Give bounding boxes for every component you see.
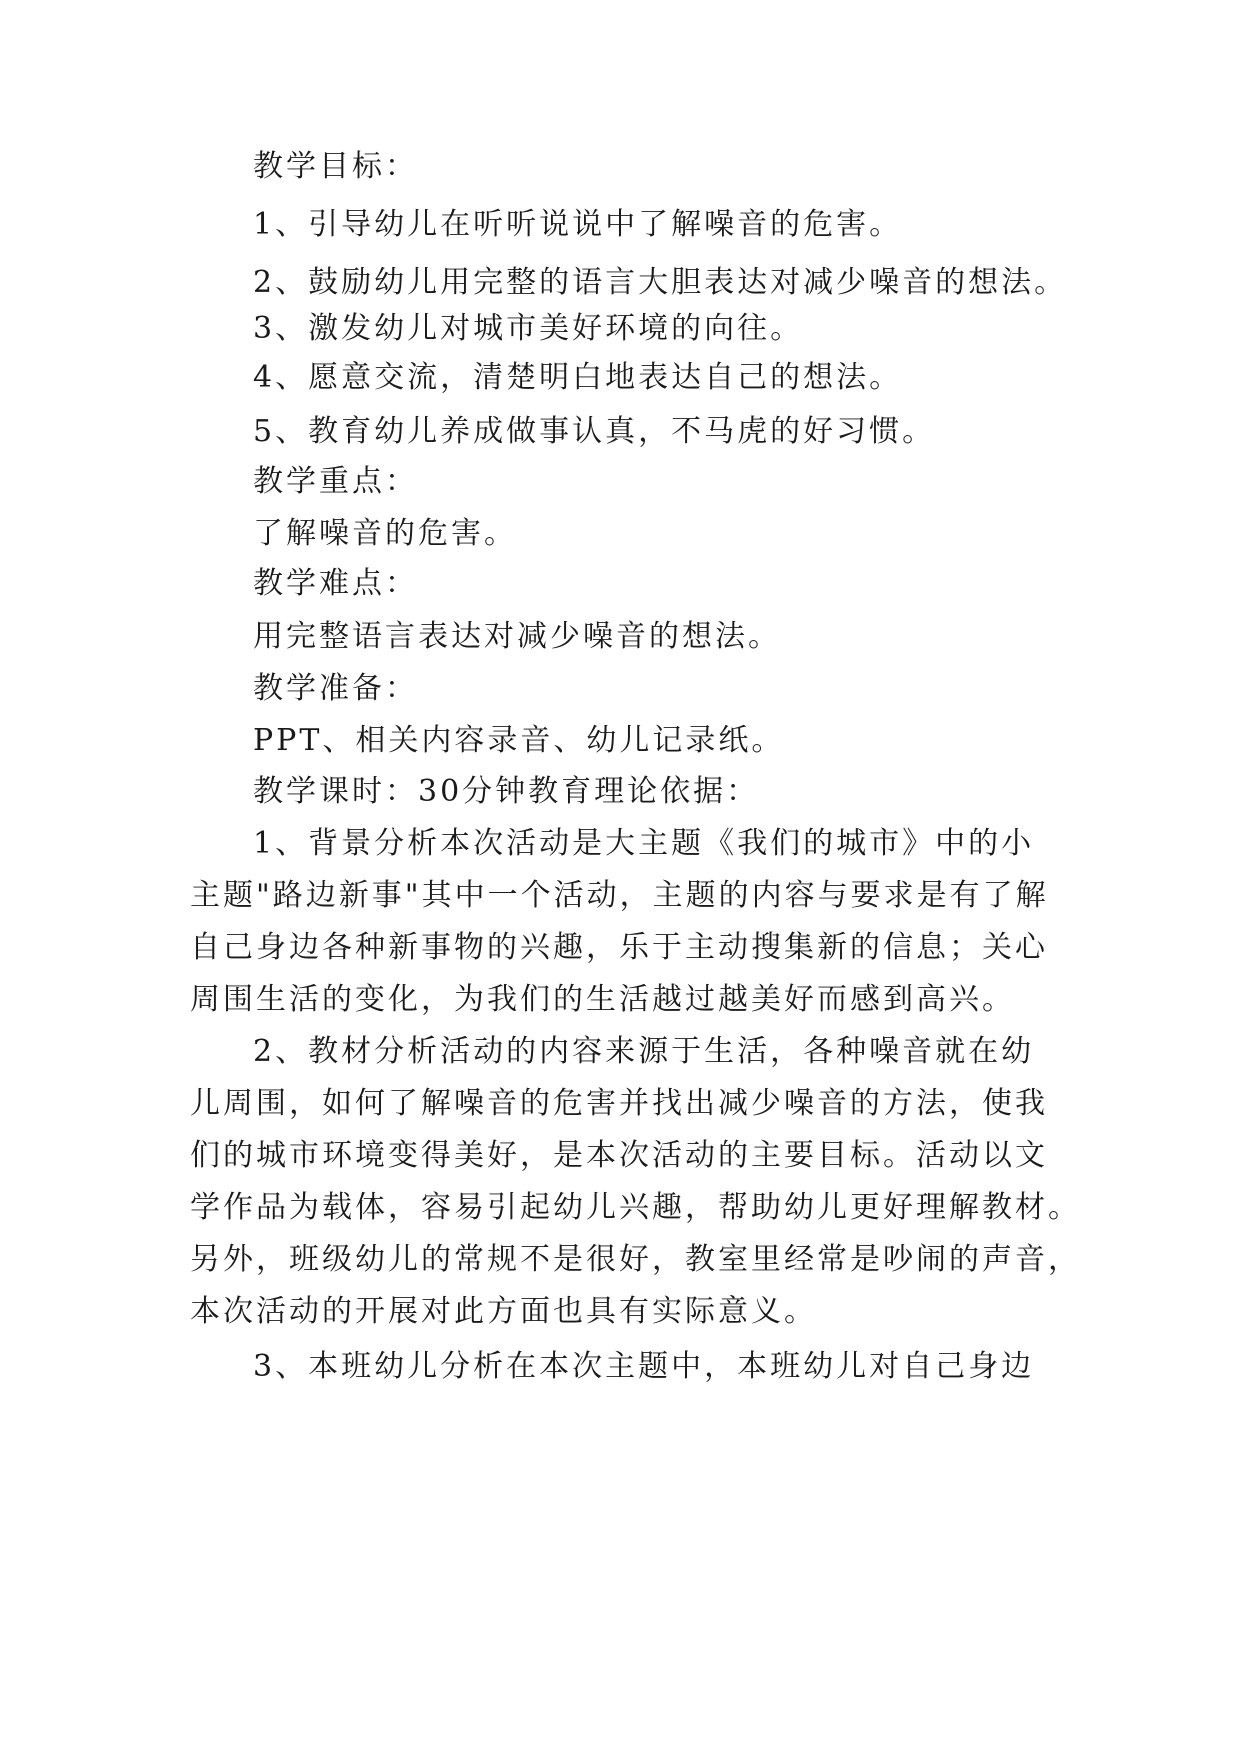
heading-teaching-goals: 教学目标：	[253, 149, 418, 184]
goal-item-4: 4、愿意交流，清楚明白地表达自己的想法。	[253, 360, 903, 395]
para-material-line-4: 学作品为载体，容易引起幼儿兴趣，帮助幼儿更好理解教材。	[190, 1190, 1081, 1225]
para-material-line-6: 本次活动的开展对此方面也具有实际意义。	[190, 1294, 817, 1329]
key-point-text: 了解噪音的危害。	[253, 516, 517, 551]
para-material-line-5: 另外，班级幼儿的常规不是很好，教室里经常是吵闹的声音，	[190, 1242, 1081, 1277]
heading-difficulties: 教学难点：	[253, 566, 418, 601]
goal-item-2: 2、鼓励幼儿用完整的语言大胆表达对减少噪音的想法。	[253, 265, 1068, 300]
para-background-line-3: 自己身边各种新事物的兴趣，乐于主动搜集新的信息；关心	[190, 930, 1048, 965]
goal-item-1: 1、引导幼儿在听听说说中了解噪音的危害。	[253, 207, 903, 242]
para-class-analysis-line-1: 3、本班幼儿分析在本次主题中，本班幼儿对自己身边	[253, 1349, 1035, 1384]
heading-preparation: 教学准备：	[253, 671, 418, 706]
goal-item-3: 3、激发幼儿对城市美好环境的向往。	[253, 311, 804, 346]
para-background-line-4: 周围生活的变化，为我们的生活越过越美好而感到高兴。	[190, 982, 1015, 1017]
teaching-time-line: 教学课时：30分钟教育理论依据：	[253, 774, 760, 809]
para-background-line-2: 主题"路边新事"其中一个活动，主题的内容与要求是有了解	[190, 878, 1049, 913]
preparation-text: PPT、相关内容录音、幼儿记录纸。	[253, 723, 785, 758]
goal-item-5: 5、教育幼儿养成做事认真，不马虎的好习惯。	[253, 414, 936, 449]
para-material-line-3: 们的城市环境变得美好，是本次活动的主要目标。活动以文	[190, 1138, 1048, 1173]
para-material-line-2: 儿周围，如何了解噪音的危害并找出减少噪音的方法，使我	[190, 1086, 1048, 1121]
para-background-line-1: 1、背景分析本次活动是大主题《我们的城市》中的小	[253, 826, 1035, 861]
para-material-line-1: 2、教材分析活动的内容来源于生活，各种噪音就在幼	[253, 1034, 1035, 1069]
heading-key-points: 教学重点：	[253, 464, 418, 499]
difficulty-text: 用完整语言表达对减少噪音的想法。	[253, 619, 781, 654]
